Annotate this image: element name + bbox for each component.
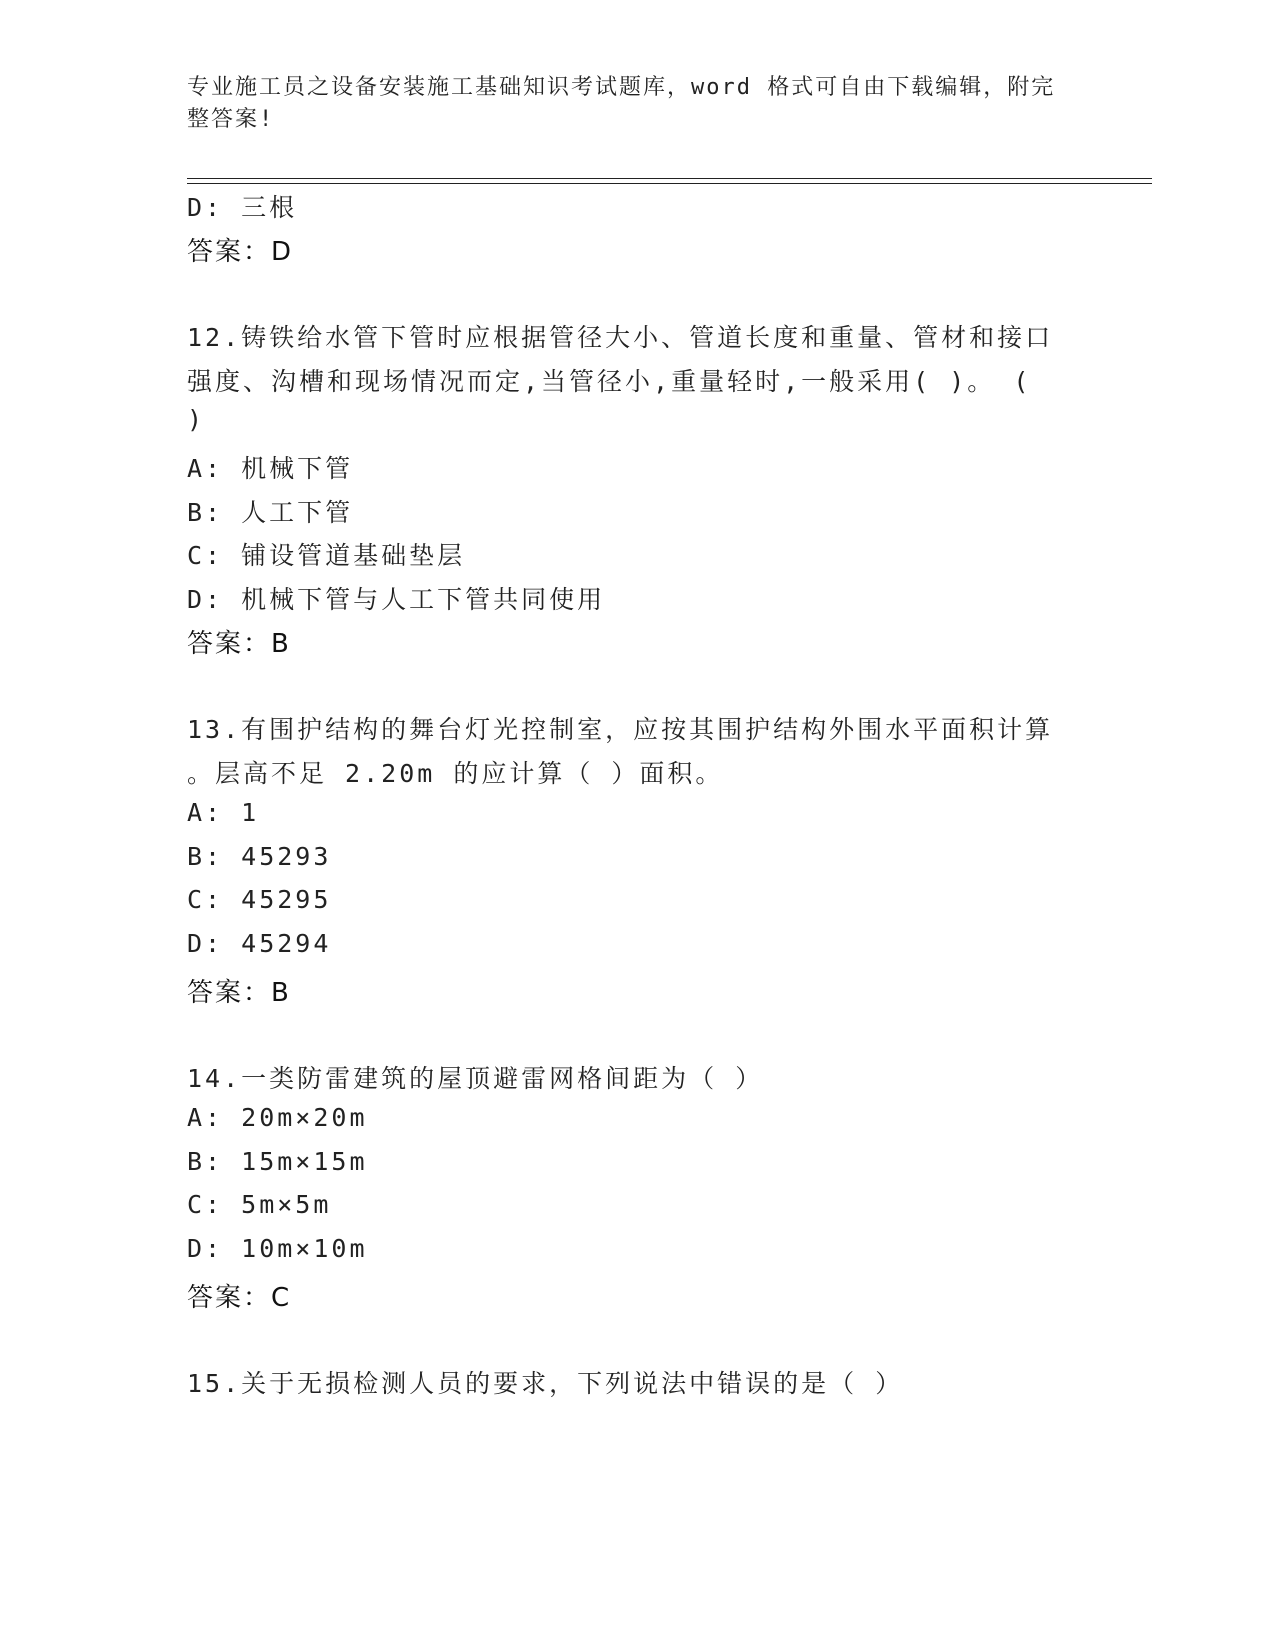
q13-option-d: D: 45294	[187, 929, 332, 958]
q14-option-a: A: 20m×20m	[187, 1103, 368, 1132]
q14-option-b: B: 15m×15m	[187, 1147, 368, 1176]
q12-stem-line-1: 12.铸铁给水管下管时应根据管径大小、管道长度和重量、管材和接口	[187, 323, 1054, 352]
q14-option-c: C: 5m×5m	[187, 1190, 332, 1219]
header-divider-top	[187, 178, 1152, 179]
q13-stem-line-1: 13.有围护结构的舞台灯光控制室，应按其围护结构外围水平面积计算	[187, 715, 1054, 744]
q12-stem-line-2: 强度、沟槽和现场情况而定,当管径小,重量轻时,一般采用( )。 (	[187, 367, 1032, 396]
q13-answer: 答案：B	[187, 978, 291, 1008]
q12-option-d: D: 机械下管与人工下管共同使用	[187, 585, 606, 614]
q15-stem-line-1: 15.关于无损检测人员的要求，下列说法中错误的是（ ）	[187, 1369, 904, 1398]
q12-option-b: B: 人工下管	[187, 498, 354, 527]
document-header	[187, 72, 1067, 136]
header-line-1: 专业施工员之设备安装施工基础知识考试题库，word 格式可自由下载编辑，附完	[187, 75, 1056, 100]
q14-option-d: D: 10m×10m	[187, 1234, 368, 1263]
q11-answer: 答案：D	[187, 237, 294, 267]
q12-stem-line-3: )	[187, 405, 206, 434]
q14-stem-line-1: 14.一类防雷建筑的屋顶避雷网格间距为（ ）	[187, 1064, 764, 1093]
q13-option-a: A: 1	[187, 798, 260, 827]
q11-option-d: D: 三根	[187, 193, 298, 222]
q12-option-c: C: 铺设管道基础垫层	[187, 541, 466, 570]
header-line-2: 整答案!	[187, 107, 275, 132]
q12-option-a: A: 机械下管	[187, 454, 354, 483]
q14-answer: 答案：C	[187, 1283, 292, 1313]
q13-option-c: C: 45295	[187, 885, 332, 914]
q13-stem-line-2: 。层高不足 2.20m 的应计算（ ）面积。	[187, 759, 724, 788]
header-divider-bottom	[187, 183, 1152, 184]
q12-answer: 答案：B	[187, 629, 291, 659]
q13-option-b: B: 45293	[187, 842, 332, 871]
